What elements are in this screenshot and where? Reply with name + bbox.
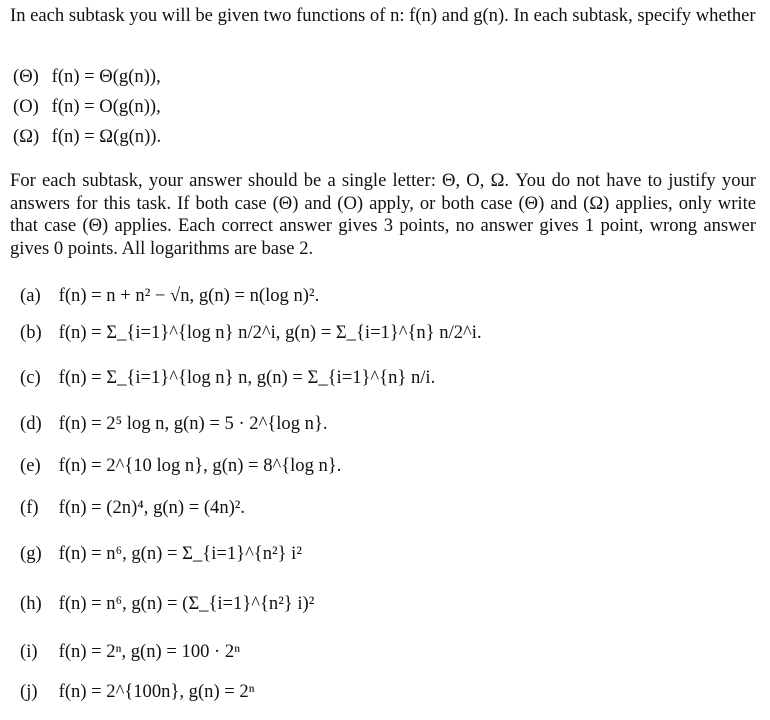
subtask-text: f(n) = (2n)⁴, g(n) = (4n)².: [58, 497, 246, 518]
subtask-label: (f): [20, 497, 39, 518]
subtask-a: [20, 284, 319, 308]
subtask-e: [20, 454, 341, 478]
subtask-c: [20, 366, 435, 390]
subtask-text: f(n) = n⁶, g(n) = (Σ_{i=1}^{n²} i)²: [58, 593, 315, 614]
subtask-label: (i): [20, 641, 38, 662]
subtask-g: [20, 542, 302, 566]
subtask-j: [20, 680, 255, 704]
subtask-label: (d): [20, 413, 42, 434]
subtask-text: f(n) = 2ⁿ, g(n) = 100 · 2ⁿ: [58, 641, 241, 662]
case-text: f(n) = Θ(g(n)),: [51, 66, 161, 87]
subtask-text: f(n) = n + n² − √n, g(n) = n(log n)².: [58, 285, 320, 306]
subtask-text: f(n) = 2⁵ log n, g(n) = 5 · 2^{log n}.: [58, 413, 328, 434]
case-theta: [13, 66, 161, 88]
subtask-h: [20, 592, 314, 616]
case-omega: [13, 126, 161, 148]
subtask-label: (h): [20, 593, 42, 614]
subtask-b: [20, 321, 482, 345]
case-label: (Θ): [13, 66, 39, 87]
intro-paragraph: In each subtask you will be given two functions of n: f(n) and g(n). In each subtask, specify whether: [10, 5, 756, 26]
subtask-text: f(n) = Σ_{i=1}^{log n} n/2^i, g(n) = Σ_{i=1}^{n} n/2^i.: [58, 322, 482, 343]
case-label: (O): [13, 96, 39, 117]
subtask-f: [20, 496, 245, 520]
case-text: f(n) = Ω(g(n)).: [51, 126, 162, 147]
subtask-text: f(n) = 2^{100n}, g(n) = 2ⁿ: [58, 681, 255, 702]
case-o: [13, 96, 161, 118]
subtask-label: (a): [20, 285, 41, 306]
subtask-text: f(n) = n⁶, g(n) = Σ_{i=1}^{n²} i²: [58, 543, 302, 564]
subtask-text: f(n) = Σ_{i=1}^{log n} n, g(n) = Σ_{i=1}^{n} n/i.: [58, 367, 436, 388]
subtask-label: (e): [20, 455, 41, 476]
instructions-paragraph: For each subtask, your answer should be a single letter: Θ, O, Ω. You do not have to justify your answers for this task. If both case (Θ) and (O) apply, or both case (Θ) and (Ω) applies, only write that case (Θ) applies. Each correct answer gives 3 points, no answer gives 1 point, wrong answer gives 0 points. All logarithms are base 2.: [10, 170, 756, 259]
subtask-d: [20, 412, 328, 436]
subtask-i: [20, 640, 240, 664]
case-label: (Ω): [13, 126, 40, 147]
subtask-label: (g): [20, 543, 42, 564]
subtask-label: (c): [20, 367, 41, 388]
subtask-text: f(n) = 2^{10 log n}, g(n) = 8^{log n}.: [58, 455, 342, 476]
subtask-label: (b): [20, 322, 42, 343]
subtask-label: (j): [20, 681, 38, 702]
case-text: f(n) = O(g(n)),: [51, 96, 161, 117]
